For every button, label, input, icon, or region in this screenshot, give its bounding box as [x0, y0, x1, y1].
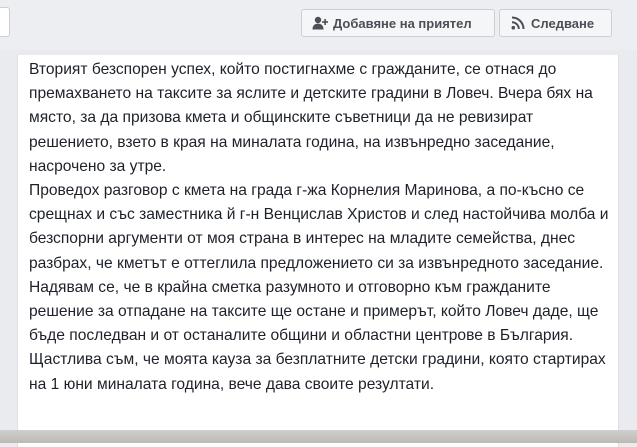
image-preview-edge — [0, 430, 637, 443]
add-friend-label: Добавяне на приятел — [333, 15, 472, 31]
profile-action-bar — [0, 0, 637, 50]
post-paragraph: Щастлива съм, че моята кауза за безплатните детски градини, която стартирах на 1 юни миналата година, вече дава своите резултати. — [29, 351, 606, 393]
follow-label: Следване — [531, 15, 595, 31]
follow-button[interactable] — [499, 9, 612, 37]
partial-input-box[interactable] — [0, 7, 10, 37]
post-paragraph: Проведох разговор с кмета на града г-жа Корнелия Маринова, а по-късно се срещнах и със заместника й г-н Венцислав Христов и след настойчива молба и безспорни аргументи от моя страна в интерес на младите семейства, днес разбрах, че кметът е оттеглила предложението си за извънредното заседание. — [29, 182, 609, 272]
post-card — [17, 55, 619, 447]
rss-icon — [509, 15, 527, 31]
add-friend-button[interactable] — [301, 9, 495, 37]
post-body — [29, 58, 611, 397]
add-user-icon — [311, 15, 329, 31]
post-paragraph: Надявам се, че в крайна сметка разумното и отговорно към гражданите решение за отпадане на таксите ще остане и примерът, който Ловеч даде, ще бъде последван и от останалите общини и областни центрове в България. — [29, 278, 599, 345]
post-paragraph: Вторият безспорен успех, който постигнахме с гражданите, се отнася до премахването на таксите за яслите и детските градини в Ловеч. Вчера бях на място, за да призова кмета и общинските съветници да не ревизират решението, взето в края на миналата година, на извънредно заседание, насрочено за утре. — [29, 61, 593, 175]
